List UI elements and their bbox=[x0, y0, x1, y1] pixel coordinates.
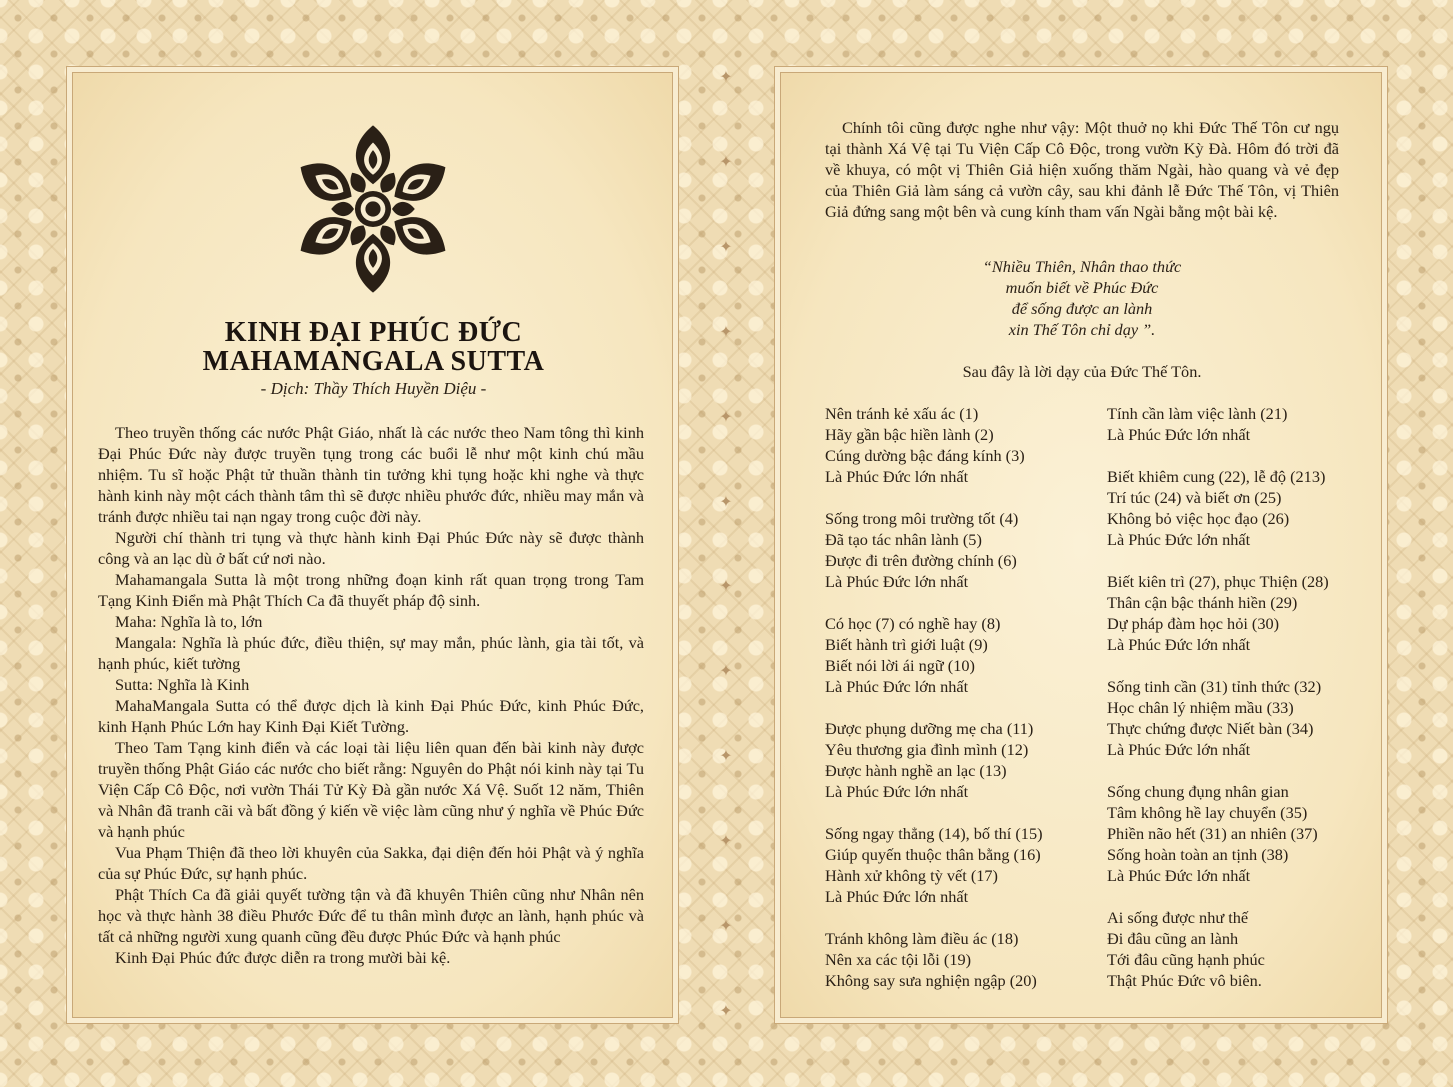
verse-line: Giúp quyến thuộc thân bằng (16) bbox=[825, 845, 1041, 864]
diamond-star-icon: ✦ bbox=[719, 238, 733, 256]
verse-line: Thật Phúc Đức vô biên. bbox=[1107, 971, 1262, 990]
verse-line: Là Phúc Đức lớn nhất bbox=[1107, 425, 1251, 444]
stanza-break bbox=[825, 697, 1095, 718]
verse-line: Phiền não hết (31) an nhiên (37) bbox=[1107, 824, 1318, 843]
verse-line: Ai sống được như thế bbox=[1107, 908, 1249, 927]
diamond-star-icon: ✦ bbox=[719, 69, 733, 86]
stanza-break bbox=[825, 592, 1095, 613]
verse-line: Là Phúc Đức lớn nhất bbox=[825, 572, 969, 591]
verse-line: Biết nói lời ái ngữ (10) bbox=[825, 656, 975, 675]
verse-line: Biết khiêm cung (22), lễ độ (213) bbox=[1107, 467, 1326, 486]
verse-column-left bbox=[825, 403, 1095, 991]
paragraph: Kinh Đại Phúc đức được diễn ra trong mười bài kệ. bbox=[115, 948, 451, 967]
verse-line: Tâm không hề lay chuyển (35) bbox=[1107, 803, 1308, 822]
diamond-star-icon: ✦ bbox=[719, 748, 733, 766]
paragraph: Mangala: Nghĩa là phúc đức, điều thiện, sự may mắn, phúc lành, gia tài tốt, và hạnh phúc, kiết tường bbox=[98, 633, 644, 673]
verse-line: “Nhiều Thiên, Nhân thao thức bbox=[982, 257, 1182, 276]
verse-line: Nên xa các tội lỗi (19) bbox=[825, 950, 972, 969]
lotus-flower-icon bbox=[297, 121, 449, 297]
verse-line: Sống ngay thẳng (14), bố thí (15) bbox=[825, 824, 1043, 843]
verse-line: Được hành nghề an lạc (13) bbox=[825, 761, 1007, 780]
verse-line: Được đi trên đường chính (6) bbox=[825, 551, 1017, 570]
paragraph: Phật Thích Ca đã giải quyết tường tận và đã khuyên Thiên cũng như Nhân nên học và thực hành 38 điều Phước Đức để tu thân mình được an lành, hạnh phúc và tất cả những người xung quanh cũng đều được Phúc Đức và hạnh phúc bbox=[98, 885, 644, 946]
verse-line: Dự pháp đàm học hỏi (30) bbox=[1107, 614, 1280, 633]
verse-line: Tới đâu cũng hạnh phúc bbox=[1107, 950, 1265, 969]
diamond-star-icon: ✦ bbox=[719, 833, 733, 851]
diamond-star-icon: ✦ bbox=[719, 918, 733, 936]
verse-line: Là Phúc Đức lớn nhất bbox=[825, 782, 969, 801]
page-title: KINH ĐẠI PHÚC ĐỨC bbox=[224, 317, 523, 348]
verse-line: Có học (7) có nghề hay (8) bbox=[825, 614, 1001, 633]
verse-line: Được phụng dưỡng mẹ cha (11) bbox=[825, 719, 1034, 738]
verse-line: Là Phúc Đức lớn nhất bbox=[1107, 866, 1251, 885]
stanza-break bbox=[1107, 445, 1377, 466]
diamond-star-icon: ✦ bbox=[719, 1002, 733, 1020]
diamond-star-icon: ✦ bbox=[719, 323, 733, 341]
verse-line: Đã tạo tác nhân lành (5) bbox=[825, 530, 982, 549]
paragraph: Theo truyền thống các nước Phật Giáo, nhất là các nước theo Nam tông thì kinh Đại Phúc Đức này được truyền tụng trong các buổi lễ như một kinh chú mầu nhiệm. Tu sĩ hoặc Phật tử thuần thành tin tưởng khi tụng hoặc khi nghe và thực hành kinh này một cách thành tâm thì sẽ được nhiều phước đức, nhiều may mắn và tránh được nhiều tai nạn ngay trong cuộc đời này. bbox=[98, 423, 644, 526]
verse-line: Là Phúc Đức lớn nhất bbox=[825, 677, 969, 696]
translator-credit: - Dịch: Thầy Thích Huyền Diệu - bbox=[260, 379, 487, 398]
verse-line: Trí túc (24) và biết ơn (25) bbox=[1107, 488, 1282, 507]
stanza-break bbox=[1107, 550, 1377, 571]
verse-line: Sống trong môi trường tốt (4) bbox=[825, 509, 1019, 528]
verse-line: Không say sưa nghiện ngập (20) bbox=[825, 971, 1037, 990]
verse-line: Là Phúc Đức lớn nhất bbox=[825, 887, 969, 906]
verse-line: Biết hành trì giới luật (9) bbox=[825, 635, 988, 654]
verse-line: Cúng dường bậc đáng kính (3) bbox=[825, 446, 1025, 465]
teaching-heading: Sau đây là lời dạy của Đức Thế Tôn. bbox=[962, 362, 1202, 381]
verse-line: Học chân lý nhiệm mầu (33) bbox=[1107, 698, 1294, 717]
verse-line: Là Phúc Đức lớn nhất bbox=[1107, 635, 1251, 654]
page-title-secondary: MAHAMANGALA SUTTA bbox=[202, 346, 545, 377]
sutta-introduction: Chính tôi cũng được nghe như vậy: Một thuở nọ khi Đức Thế Tôn cư ngụ tại thành Xá Vệ tại Tu Viện Cấp Cô Độc, trong vườn Kỳ Đà. Hôm đó trời đã về khuya, có một vị Thiên Giả hiện xuống thăm Ngài, hào quang và vẻ đẹp của Thiên Giả làm sáng cả vườn cây, sau khi đảnh lễ Đức Thế Tôn, vị Thiên Giả đứng sang một bên và cung kính tham vấn Ngài bằng một bài kệ. bbox=[825, 118, 1339, 221]
paragraph: MahaMangala Sutta có thể được dịch là kinh Đại Phúc Đức, kinh Phúc Đức, kinh Hạnh Phúc Lớn hay Kinh Đại Kiết Tường. bbox=[98, 696, 644, 736]
verse-line: Yêu thương gia đình mình (12) bbox=[825, 740, 1029, 759]
verse-line: Nên tránh kẻ xấu ác (1) bbox=[825, 404, 979, 423]
verse-line: Là Phúc Đức lớn nhất bbox=[1107, 530, 1251, 549]
verse-line: Là Phúc Đức lớn nhất bbox=[1107, 740, 1251, 759]
stanza-break bbox=[1107, 760, 1377, 781]
verse-line: Tránh không làm điều ác (18) bbox=[825, 929, 1019, 948]
deva-verse bbox=[825, 256, 1339, 340]
verse-line: Hãy gần bậc hiền lành (2) bbox=[825, 425, 994, 444]
verse-line: xin Thế Tôn chỉ dạy ”. bbox=[1008, 320, 1156, 339]
diamond-star-icon: ✦ bbox=[719, 493, 733, 511]
diamond-star-icon: ✦ bbox=[719, 153, 733, 171]
introduction-text bbox=[98, 422, 644, 968]
verse-line: để sống được an lành bbox=[1011, 299, 1153, 318]
paragraph: Người chí thành tri tụng và thực hành kinh Đại Phúc Đức này sẽ được thành công và an lạc dù ở bất cứ nơi nào. bbox=[98, 528, 644, 568]
verse-line: Tính cần làm việc lành (21) bbox=[1107, 404, 1288, 423]
stanza-break bbox=[825, 487, 1095, 508]
paragraph: Theo Tam Tạng kinh điển và các loại tài liệu liên quan đến bài kinh này được truyền thống Phật Giáo các nước cho biết rằng: Nguyên do Phật nói kinh này tại Tu Viện Cấp Cô Độc, nơi vườn Thái Tử Kỳ Đà gần nước Xá Vệ. Suốt 12 năm, Thiên và Nhân đã tranh cãi và bất đồng ý kiến về việc làm cũng như ý nghĩa về Phúc Đức và hạnh phúc bbox=[98, 738, 644, 841]
verse-line: Thực chứng được Niết bàn (34) bbox=[1107, 719, 1314, 738]
left-page bbox=[66, 66, 679, 1024]
stanza-break bbox=[1107, 886, 1377, 907]
spine-ornament-strip bbox=[700, 70, 752, 1020]
stanza-break bbox=[1107, 655, 1377, 676]
verse-line: Sống chung đụng nhân gian bbox=[1107, 782, 1289, 801]
right-page bbox=[774, 66, 1388, 1024]
verse-line: Không bỏ việc học đạo (26) bbox=[1107, 509, 1290, 528]
paragraph: Mahamangala Sutta là một trong những đoạn kinh rất quan trọng trong Tam Tạng Kinh Điển mà Phật Thích Ca đã thuyết pháp độ sinh. bbox=[98, 570, 644, 610]
diamond-star-icon: ✦ bbox=[719, 578, 733, 596]
verse-column-right bbox=[1107, 403, 1377, 991]
verse-line: Biết kiên trì (27), phục Thiện (28) bbox=[1107, 572, 1329, 591]
paragraph: Vua Phạm Thiện đã theo lời khuyên của Sakka, đại diện đến hỏi Phật và ý nghĩa của sự Phúc Đức, sự hạnh phúc. bbox=[98, 843, 644, 883]
verse-line: Thân cận bậc thánh hiền (29) bbox=[1107, 593, 1298, 612]
paragraph: Maha: Nghĩa là to, lớn bbox=[115, 612, 263, 631]
verse-line: Hành xử không tỳ vết (17) bbox=[825, 866, 998, 885]
verse-line: Sống hoàn toàn an tịnh (38) bbox=[1107, 845, 1289, 864]
verse-line: Sống tinh cần (31) tỉnh thức (32) bbox=[1107, 677, 1322, 696]
verse-line: Là Phúc Đức lớn nhất bbox=[825, 467, 969, 486]
paragraph: Sutta: Nghĩa là Kinh bbox=[115, 675, 250, 694]
verse-line: Đi đâu cũng an lành bbox=[1107, 929, 1239, 948]
diamond-star-icon: ✦ bbox=[719, 663, 733, 681]
stanza-break bbox=[825, 802, 1095, 823]
stanza-break bbox=[825, 907, 1095, 928]
diamond-star-icon: ✦ bbox=[719, 408, 733, 426]
verse-line: muốn biết về Phúc Đức bbox=[1005, 278, 1159, 297]
